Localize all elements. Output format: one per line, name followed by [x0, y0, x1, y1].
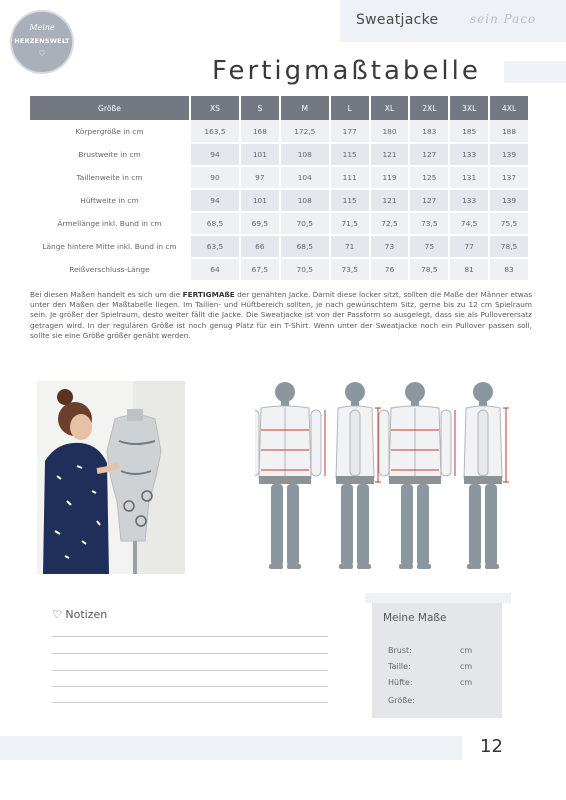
- figure-waistband: [389, 476, 441, 484]
- table-cell: 73,5: [330, 258, 370, 281]
- heart-icon: ♡: [52, 608, 62, 621]
- measurement-label: Brust:: [388, 646, 412, 655]
- figure-foot: [417, 564, 431, 569]
- notes-line: [52, 670, 328, 671]
- table-header-row: [30, 96, 529, 120]
- table-cell: 172,5: [280, 120, 330, 143]
- paragraph-text: Bei diesen Maßen handelt es sich um die: [30, 290, 183, 299]
- table-cell: 75,5: [489, 212, 529, 235]
- row-label: Reißverschluss-Länge: [30, 258, 190, 281]
- table-header-cell: Größe: [30, 96, 190, 120]
- figure-head: [405, 382, 425, 402]
- table-row: [30, 143, 529, 166]
- photo-seamstress: [37, 381, 185, 574]
- table-header-cell: 2XL: [409, 96, 449, 120]
- table-cell: 127: [409, 189, 449, 212]
- logo-top-text: Meine: [29, 23, 55, 32]
- table-cell: 139: [489, 143, 529, 166]
- figure-waistband: [259, 476, 311, 484]
- logo: [10, 10, 74, 74]
- table-cell: 72,5: [370, 212, 410, 235]
- table-cell: 68,5: [190, 212, 240, 235]
- table-cell: 180: [370, 120, 410, 143]
- table-header-cell: L: [330, 96, 370, 120]
- row-label: Hüftweite in cm: [30, 189, 190, 212]
- table-cell: 111: [330, 166, 370, 189]
- table-cell: 70,5: [280, 258, 330, 281]
- table-cell: 66: [240, 235, 280, 258]
- table-cell: 101: [240, 143, 280, 166]
- table-cell: 81: [449, 258, 489, 281]
- table-header-cell: M: [280, 96, 330, 120]
- notes-title: [52, 608, 107, 621]
- heart-icon: ♡: [38, 49, 46, 58]
- table-cell: 121: [370, 189, 410, 212]
- table-header-cell: XS: [190, 96, 240, 120]
- table-row: [30, 166, 529, 189]
- table-header-cell: S: [240, 96, 280, 120]
- tape-decoration: [365, 593, 511, 603]
- table-cell: 119: [370, 166, 410, 189]
- row-label: Länge hintere Mitte inkl. Bund in cm: [30, 235, 190, 258]
- measurement-card-title: Meine Maße: [383, 612, 447, 624]
- table-cell: 75: [409, 235, 449, 258]
- header-subtitle: sein Paco: [470, 12, 537, 26]
- table-cell: 78,5: [489, 235, 529, 258]
- figure-foot: [339, 564, 353, 569]
- table-cell: 76: [370, 258, 410, 281]
- figure-head: [275, 382, 295, 402]
- title-band: [504, 61, 566, 83]
- footer-band: [0, 736, 462, 760]
- notes-line: [52, 686, 328, 687]
- table-cell: 133: [449, 189, 489, 212]
- photo-illustration: [37, 381, 185, 574]
- figure-arm: [311, 410, 321, 476]
- figure-leg: [469, 484, 481, 566]
- figure-waistband: [336, 476, 374, 484]
- notes-line: [52, 653, 328, 654]
- figure-head: [345, 382, 365, 402]
- figure-leg: [271, 484, 283, 566]
- measurement-label: Taille:: [388, 662, 411, 671]
- table-cell: 139: [489, 189, 529, 212]
- table-row: [30, 258, 529, 281]
- measurement-label: Hüfte:: [388, 678, 413, 687]
- measurement-unit: cm: [460, 678, 473, 687]
- table-cell: 185: [449, 120, 489, 143]
- table-cell: 183: [409, 120, 449, 143]
- table-cell: 101: [240, 189, 280, 212]
- figure-leg: [417, 484, 429, 566]
- figure-foot: [467, 564, 481, 569]
- table-cell: 121: [370, 143, 410, 166]
- table-cell: 68,5: [280, 235, 330, 258]
- table-row: [30, 235, 529, 258]
- figure-foot: [399, 564, 413, 569]
- measurement-unit: cm: [460, 662, 473, 671]
- size-table: [30, 96, 530, 282]
- table-cell: 115: [330, 189, 370, 212]
- page-number: 12: [480, 736, 503, 757]
- table-cell: 73: [370, 235, 410, 258]
- table-cell: 74,5: [449, 212, 489, 235]
- table-cell: 108: [280, 189, 330, 212]
- table-row: [30, 120, 529, 143]
- logo-main-text: HERZENSWELT: [14, 37, 70, 45]
- figure-arm: [255, 410, 259, 476]
- table-cell: 97: [240, 166, 280, 189]
- table-cell: 78,5: [409, 258, 449, 281]
- row-label: Taillenweite in cm: [30, 166, 190, 189]
- table-cell: 137: [489, 166, 529, 189]
- table-cell: 127: [409, 143, 449, 166]
- table-cell: 133: [449, 143, 489, 166]
- figure-leg: [401, 484, 413, 566]
- header-title: Sweatjacke: [356, 12, 439, 28]
- table-cell: 73,5: [409, 212, 449, 235]
- notes-line: [52, 702, 328, 703]
- measurement-unit: cm: [460, 646, 473, 655]
- table-cell: 168: [240, 120, 280, 143]
- table-header-cell: 3XL: [449, 96, 489, 120]
- row-label: Brustweite in cm: [30, 143, 190, 166]
- paragraph-text: der genähten Jacke. Damit diese locker sitzt, sollten die Maße der Männer etwas unter den Maßen der Maßtabelle liegen. Im Taillen- und Hüftbereich sollten, je nach gewünschtem Sitz, gerne bis zu 12 cm Spielraum sein. Je größer der Spielraum, desto weiter fällt die Jacke. Die Sweatjacke ist von der Passform so ausgelegt, dass sie als Pulloverersatz getragen wird. In der regulären Größe ist noch genug Platz für ein T-Shirt. Wenn unter der Sweatjacke noch ein Pullover passen soll, sollte sie eine Größe größer genäht werden.: [30, 290, 532, 340]
- table-cell: 67,5: [240, 258, 280, 281]
- figure-arm: [478, 410, 488, 476]
- row-label: Ärmellänge inkl. Bund in cm: [30, 212, 190, 235]
- table-cell: 77: [449, 235, 489, 258]
- table-cell: 108: [280, 143, 330, 166]
- table-cell: 104: [280, 166, 330, 189]
- figure-arm: [379, 410, 389, 476]
- table-cell: 71,5: [330, 212, 370, 235]
- notes-label: Notizen: [65, 608, 108, 621]
- table-header-cell: 4XL: [489, 96, 529, 120]
- table-cell: 188: [489, 120, 529, 143]
- table-cell: 94: [190, 143, 240, 166]
- figure-head: [473, 382, 493, 402]
- measurement-figures: [255, 378, 530, 578]
- table-cell: 70,5: [280, 212, 330, 235]
- figure-foot: [269, 564, 283, 569]
- table-cell: 163,5: [190, 120, 240, 143]
- table-cell: 131: [449, 166, 489, 189]
- table-cell: 125: [409, 166, 449, 189]
- figure-leg: [357, 484, 369, 566]
- figure-arm: [350, 410, 360, 476]
- row-label: Körpergröße in cm: [30, 120, 190, 143]
- table-cell: 115: [330, 143, 370, 166]
- table-cell: 69,5: [240, 212, 280, 235]
- table-cell: 63,5: [190, 235, 240, 258]
- paragraph-bold: FERTIGMAßE: [182, 290, 235, 299]
- figure-foot: [287, 564, 301, 569]
- figure-leg: [485, 484, 497, 566]
- page-title: Fertigmaßtabelle: [212, 56, 481, 86]
- figure-foot: [485, 564, 499, 569]
- table-header-cell: XL: [370, 96, 410, 120]
- table-row: [30, 189, 529, 212]
- measurement-label: Größe:: [388, 696, 415, 705]
- notes-line: [52, 636, 328, 637]
- table-cell: 64: [190, 258, 240, 281]
- table-cell: 71: [330, 235, 370, 258]
- table-cell: 90: [190, 166, 240, 189]
- table-cell: 83: [489, 258, 529, 281]
- figure-leg: [287, 484, 299, 566]
- figure-foot: [357, 564, 371, 569]
- table-cell: 94: [190, 189, 240, 212]
- figure-waistband: [464, 476, 502, 484]
- description-paragraph: [30, 290, 532, 341]
- table-row: [30, 212, 529, 235]
- table-cell: 177: [330, 120, 370, 143]
- figure-leg: [341, 484, 353, 566]
- figure-arm: [441, 410, 451, 476]
